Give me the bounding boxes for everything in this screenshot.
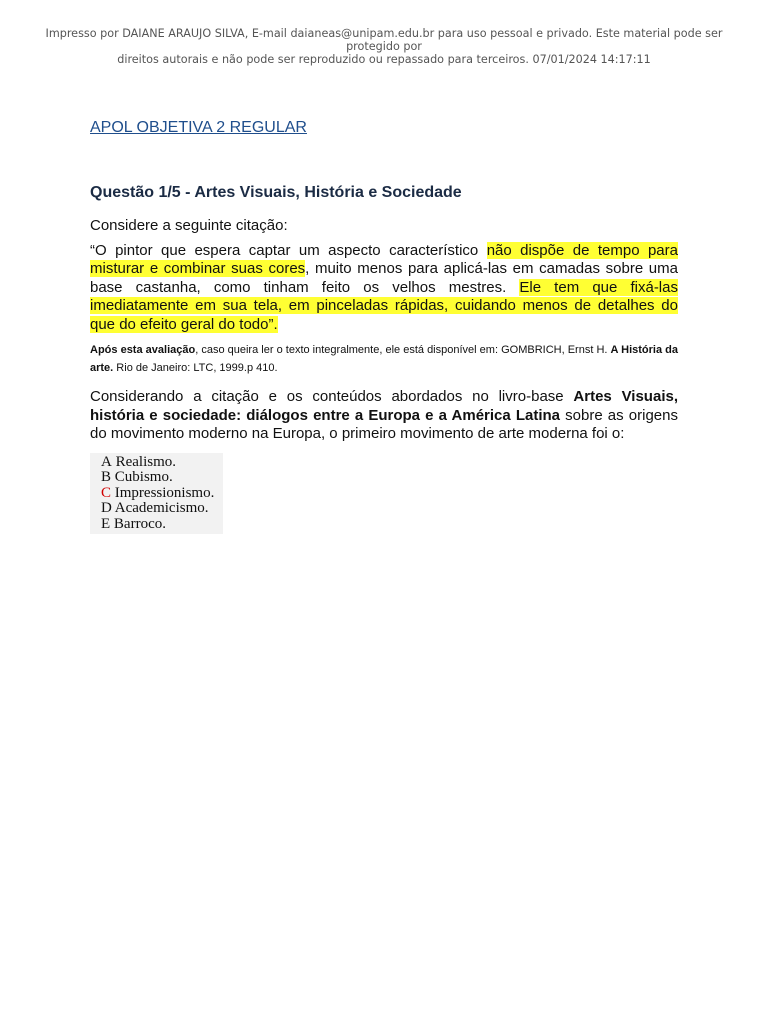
source-bold-1: Após esta avaliação [90, 344, 196, 356]
prompt-text-2: sobre as origens do movimento moderno na Europa, o primeiro movimento de arte moderna foi o: [90, 406, 678, 442]
option-letter-correct: C [101, 484, 112, 501]
question-title: Questão 1/5 - Artes Visuais, História e Sociedade [90, 184, 462, 201]
watermark-line-2: direitos autorais e não pode ser reproduzido ou repassado para terceiros. 07/01/2024 14:17:11 [117, 53, 651, 66]
option-text: Barroco. [113, 515, 166, 532]
quote-paragraph [90, 242, 678, 335]
print-watermark [24, 27, 744, 66]
source-text-2: Rio de Janeiro: LTC, 1999.p 410. [113, 362, 278, 374]
quote-source [90, 341, 678, 377]
option-text: Realismo. [115, 453, 177, 470]
option-letter: E [101, 515, 111, 532]
quote-highlight-2: Ele tem que fixá-las imediatamente em sua tela, em pinceladas rápidas, cuidando menos de detalhes do que do efeito geral do todo”. [90, 278, 678, 333]
option-d[interactable] [101, 501, 223, 517]
option-text: Cubismo. [114, 469, 173, 485]
quote-text-1: “O pintor que espera captar um aspecto característico [90, 241, 487, 259]
option-a[interactable] [101, 455, 223, 471]
question-intro: Considere a seguinte citação: [90, 217, 288, 234]
option-text: Impressionismo. [114, 484, 215, 501]
watermark-line-1: Impresso por DAIANE ARAUJO SILVA, E-mail daianeas@unipam.edu.br para uso pessoal e privado. Este material pode ser protegido por [45, 27, 723, 53]
option-e[interactable] [101, 517, 223, 533]
prompt-book-title: Artes Visuais, história e sociedade: diálogos entre a Europa e a América Latina [90, 388, 678, 424]
option-text: Academicismo. [114, 500, 209, 516]
document-title[interactable]: APOL OBJETIVA 2 REGULAR [90, 119, 307, 136]
quote-text-2: , muito menos para aplicá-las em camadas sobre uma base castanha, como tinham feito os velhos mestres. [90, 260, 678, 296]
question-prompt [90, 388, 678, 444]
option-letter: D [101, 500, 112, 516]
option-c[interactable] [101, 486, 223, 502]
answer-options [90, 453, 223, 535]
source-bold-2: A História da arte. [90, 344, 678, 374]
option-letter: B [101, 469, 112, 485]
document-content [90, 117, 678, 534]
source-text-1: , caso queira ler o texto integralmente, ele está disponível em: GOMBRICH, Ernst H. [195, 344, 611, 356]
option-letter: A [101, 453, 112, 470]
quote-highlight-1: não dispõe de tempo para misturar e combinar suas cores [90, 241, 678, 277]
prompt-text-1: Considerando a citação e os conteúdos abordados no livro-base [90, 388, 574, 405]
option-b[interactable] [101, 470, 223, 486]
